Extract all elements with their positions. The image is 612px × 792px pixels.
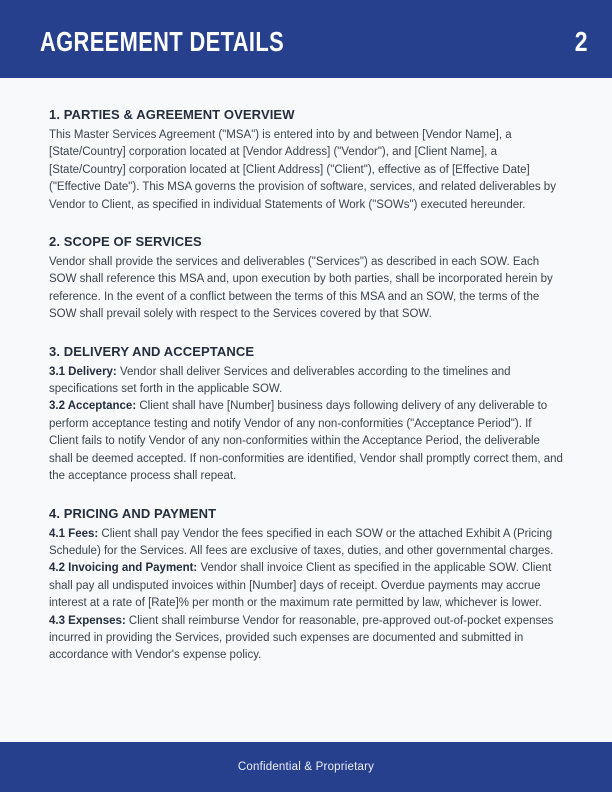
clause-text: This Master Services Agreement ("MSA") is entered into by and between [Vendor Name], a [State/Country] corporation located at [Vendor Address] ("Vendor"), and [Client Name], a [State/Country] corporation located at [Client Address] ("Client"), effective as of [Effective Date] ("Effective Date"). This MSA governs the provision of software, services, and related deliverables by Vendor to Client, as specified in individual Statements of Work ("SOWs") executed hereunder.: [49, 129, 556, 211]
section-paragraph: [49, 560, 563, 612]
section-scope-of-services: [49, 234, 563, 324]
document-body: [0, 78, 612, 685]
clause-text: Vendor shall invoice Client as specified in the applicable SOW. Client shall pay all undisputed invoices within [Number] days of receipt. Overdue payments may accrue interest at a rate of [Rate]% per month or the maximum rate permitted by law, whichever is lower.: [49, 562, 552, 610]
section-paragraph: [49, 613, 563, 665]
clause-text: Vendor shall provide the services and deliverables ("Services") as described in each SOW. Each SOW shall reference this MSA and, upon execution by both parties, shall be incorporated herein by reference. In the event of a conflict between the terms of this MSA and an SOW, the terms of the SOW shall prevail solely with respect to the Services covered by that SOW.: [49, 256, 553, 321]
clause-label: 4.3 Expenses:: [49, 614, 126, 627]
clause-text: Client shall reimburse Vendor for reasonable, pre-approved out-of-pocket expenses incurred in providing the Services, provided such expenses are documented and submitted in accordance with Vendor's expense policy.: [49, 614, 554, 662]
footer-text: Confidential & Proprietary: [237, 761, 375, 773]
section-paragraph: [49, 127, 563, 214]
clause-text: Client shall have [Number] business days following delivery of any deliverable to perform acceptance testing and notify Vendor of any non-conformities ("Acceptance Period"). If Client fails to notify Vendor of any non-conformities within the Acceptance Period, the deliverable shall be deemed accepted. If non-conformities are identified, Vendor shall promptly correct them, and the acceptance process shall repeat.: [49, 400, 563, 483]
clause-label: 4.1 Fees:: [49, 527, 99, 540]
section-pricing-and-payment: [49, 506, 563, 665]
section-heading: 4. PRICING AND PAYMENT: [49, 505, 217, 521]
section-heading: 2. SCOPE OF SERVICES: [49, 234, 202, 250]
page-footer: [0, 742, 612, 792]
section-delivery-and-acceptance: [49, 344, 563, 486]
clause-label: 3.1 Delivery:: [49, 365, 117, 378]
page-title: AGREEMENT DETAILS: [40, 26, 285, 57]
clause-text: Vendor shall deliver Services and deliverables according to the timelines and specifications set forth in the applicable SOW.: [49, 365, 511, 396]
page-number: 2: [575, 26, 588, 57]
clause-label: 3.2 Acceptance:: [49, 400, 137, 413]
section-heading: 3. DELIVERY AND ACCEPTANCE: [49, 343, 255, 359]
page-header: [0, 0, 612, 78]
section-paragraph: [49, 526, 563, 561]
section-paragraph: [49, 398, 563, 485]
section-paragraph: [49, 364, 563, 399]
clause-text: Client shall pay Vendor the fees specified in each SOW or the attached Exhibit A (Pricing Schedule) for the Services. All fees are exclusive of taxes, duties, and other governmental charges.: [49, 527, 554, 557]
clause-label: 4.2 Invoicing and Payment:: [49, 562, 198, 575]
section-paragraph: [49, 254, 563, 324]
section-parties-agreement-overview: [49, 107, 563, 214]
section-heading: 1. PARTIES & AGREEMENT OVERVIEW: [49, 107, 295, 122]
